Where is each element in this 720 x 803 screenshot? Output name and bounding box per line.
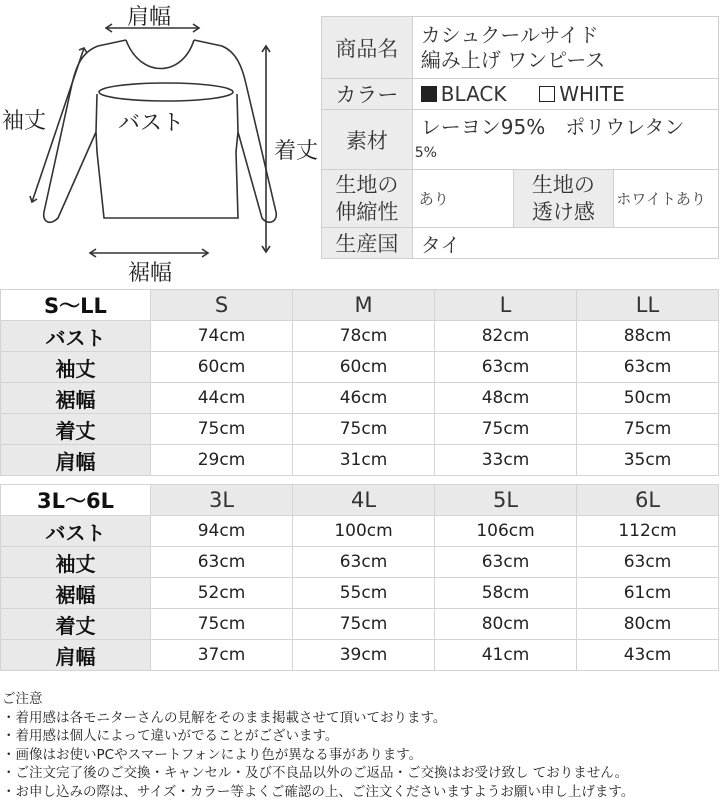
row-label: 袖丈 [1,352,151,383]
cell: 88cm [577,321,719,352]
cell: 35cm [577,445,719,476]
cell: 75cm [151,609,293,640]
color-label: カラー [322,79,413,110]
row-label: 着丈 [1,609,151,640]
note-item: ・画像はお使いPCやスマートフォンにより色が異なる事があります。 [2,746,423,763]
color-black: BLACK [440,82,507,106]
cell: 63cm [435,547,577,578]
info-row-color [322,79,719,110]
table-row [1,414,719,445]
table-row [1,352,719,383]
cell: 31cm [293,445,435,476]
sheer-label-line1: 生地の [531,172,595,197]
row-label: 裾幅 [1,383,151,414]
size-col: 5L [435,485,577,516]
cell: 55cm [293,578,435,609]
cell: 94cm [151,516,293,547]
cell: 37cm [151,640,293,671]
row-label: バスト [1,516,151,547]
bust-label: バスト [118,111,185,136]
cell: 39cm [293,640,435,671]
garment-diagram [0,0,322,286]
cell: 63cm [293,547,435,578]
sheer-label-line2: 透け感 [531,199,595,224]
name-label: 商品名 [322,17,413,79]
cell: 41cm [435,640,577,671]
table-row [1,640,719,671]
cell: 100cm [293,516,435,547]
note-item: ・お申し込みの際は、サイズ・カラー等よくご確認の上、ご注文くださいますようお願い申し上げます。 [2,783,635,800]
stretch-label-line1: 生地の [335,172,399,197]
notes-heading: ご注意 [2,691,43,707]
cell: 106cm [435,516,577,547]
cell: 82cm [435,321,577,352]
table-row [1,445,719,476]
cell: 44cm [151,383,293,414]
stretch-label [322,170,413,228]
cell: 50cm [577,383,719,414]
material-value-line1: レーヨン95% ポリウレタン [420,114,685,139]
cell: 80cm [577,609,719,640]
row-label: 裾幅 [1,578,151,609]
product-info-table [321,16,719,259]
cell: 60cm [151,352,293,383]
cell: 48cm [435,383,577,414]
cell: 75cm [293,414,435,445]
sheer-label [513,170,614,228]
size-col: S [151,290,293,321]
size-range: 3L～6L [1,485,151,516]
cell: 112cm [577,516,719,547]
cell: 52cm [151,578,293,609]
cell: 61cm [577,578,719,609]
cell: 60cm [293,352,435,383]
name-value-line1: カシュクールサイド [420,22,599,47]
row-label: 肩幅 [1,445,151,476]
note-item: ・着用感は個人によって違いがでることがございます。 [2,728,339,745]
size-col: L [435,290,577,321]
note-item: ・着用感は各モニターさんの見解をそのまま掲載させて頂いております。 [2,709,447,726]
material-value [412,110,718,170]
size-col: 6L [577,485,719,516]
size-col: M [293,290,435,321]
size-header-row [1,290,719,321]
sleeve-label: 袖丈 [2,109,47,134]
white-swatch [539,86,555,102]
origin-value: タイ [412,228,718,259]
name-value-line2: 編み上げ ワンピース [420,47,606,72]
cell: 63cm [151,547,293,578]
cell: 46cm [293,383,435,414]
material-label: 素材 [322,110,413,170]
material-value-line2: 5% [414,144,437,161]
note-item: ・ご注文完了後のご交換・キャンセル・及び不良品以外のご返品・ご交換はお受け致し ておりません。 [2,765,629,782]
table-row [1,321,719,352]
color-white: WHITE [559,82,625,106]
cell: 43cm [577,640,719,671]
info-row-material [322,110,719,170]
stretch-value: あり [412,170,513,228]
row-label: 肩幅 [1,640,151,671]
cell: 80cm [435,609,577,640]
size-table-3l-6l [0,484,719,671]
table-row [1,516,719,547]
table-row [1,578,719,609]
length-label: 着丈 [274,139,319,164]
table-row [1,383,719,414]
cell: 78cm [293,321,435,352]
cell: 75cm [151,414,293,445]
stretch-label-line2: 伸縮性 [335,199,399,224]
row-label: バスト [1,321,151,352]
name-value [412,17,718,79]
info-row-fabric [322,170,719,228]
black-swatch [421,86,437,102]
table-row [1,547,719,578]
cell: 33cm [435,445,577,476]
size-col: LL [577,290,719,321]
origin-label: 生産国 [322,228,413,259]
cell: 63cm [435,352,577,383]
cell: 29cm [151,445,293,476]
sheer-value: ホワイトあり [614,170,719,228]
table-row [1,609,719,640]
cell: 63cm [577,547,719,578]
size-col: 4L [293,485,435,516]
color-value [412,79,718,110]
info-row-origin [322,228,719,259]
cell: 75cm [293,609,435,640]
info-row-name [322,17,719,79]
shoulder-label: 肩幅 [127,5,172,30]
cell: 74cm [151,321,293,352]
cell: 63cm [577,352,719,383]
row-label: 袖丈 [1,547,151,578]
cell: 75cm [435,414,577,445]
row-label: 着丈 [1,414,151,445]
cell: 75cm [577,414,719,445]
size-range: S～LL [1,290,151,321]
notes-section [2,690,634,802]
size-col: 3L [151,485,293,516]
hem-label: 裾幅 [128,261,173,286]
size-table-s-ll [0,289,719,476]
size-header-row [1,485,719,516]
cell: 58cm [435,578,577,609]
